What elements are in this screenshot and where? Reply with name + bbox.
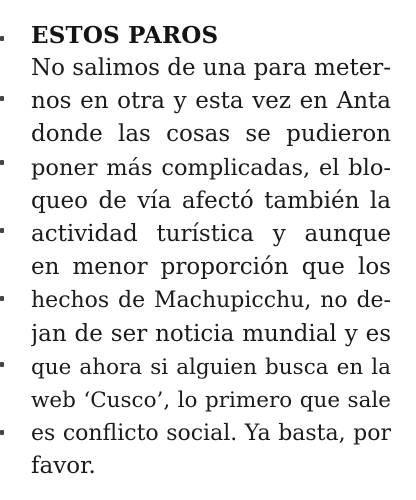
- edge-mark: [0, 362, 4, 367]
- body-line: nos en otra y esta vez en Anta: [31, 88, 391, 115]
- left-edge-marks: [0, 0, 6, 500]
- edge-mark: [0, 36, 4, 41]
- body-line: favor.: [31, 453, 96, 480]
- body-line: en menor proporción que los: [31, 254, 391, 281]
- edge-mark: [0, 160, 4, 165]
- edge-mark: [0, 228, 4, 233]
- edge-mark: [0, 96, 4, 101]
- edge-mark: [0, 430, 4, 435]
- body-line: actividad turística y aunque: [31, 220, 391, 247]
- body-line: jan de ser noticia mundial y es: [31, 320, 391, 347]
- body-line: que ahora si alguien busca en la: [31, 354, 391, 380]
- body-line: web ‘Cusco’, lo primero que sale: [31, 387, 391, 413]
- body-line: No salimos de una para meter-: [31, 55, 391, 81]
- article-body: [31, 52, 391, 483]
- body-line: hechos de Machupicchu, no de-: [31, 288, 391, 314]
- body-line: queo de vía afectó también la: [31, 187, 391, 214]
- body-line: es conflicto social. Ya basta, por: [31, 421, 391, 447]
- article-column: [31, 20, 391, 483]
- article-heading: ESTOS PAROS: [31, 22, 219, 49]
- body-line: poner más complicadas, el blo-: [31, 154, 391, 181]
- edge-mark: [0, 296, 4, 301]
- body-line: donde las cosas se pudieron: [31, 121, 391, 148]
